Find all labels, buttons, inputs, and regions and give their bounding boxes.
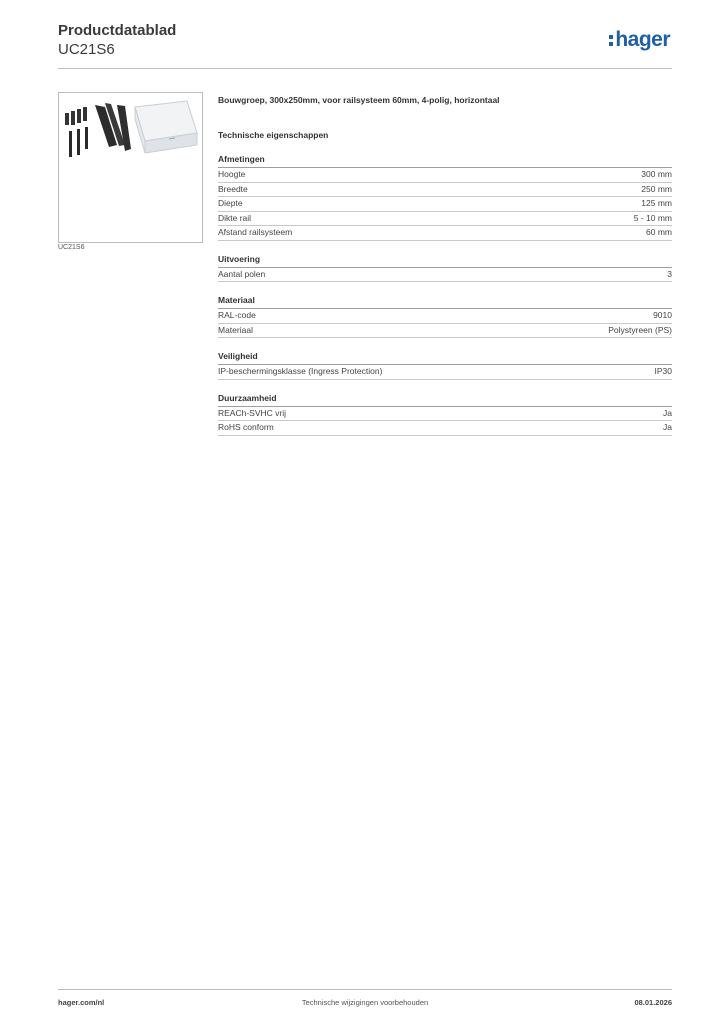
spec-content (218, 95, 672, 436)
spec-value: IP30 (654, 366, 672, 376)
product-enclosure-icon (59, 93, 202, 242)
spec-group (218, 254, 672, 283)
footer-website: hager.com/nl (58, 998, 105, 1007)
spec-groups (218, 154, 672, 436)
spec-label: Hoogte (218, 169, 246, 179)
spec-value: 9010 (653, 310, 672, 320)
spec-label: Aantal polen (218, 268, 266, 279)
spec-value: Ja (663, 422, 672, 432)
spec-group (218, 351, 672, 380)
spec-label: Breedte (218, 183, 248, 194)
spec-row (218, 407, 672, 422)
spec-group (218, 393, 672, 436)
spec-row (218, 421, 672, 436)
product-code: UC21S6 (58, 41, 115, 58)
spec-label: IP-beschermingsklasse (Ingress Protection) (218, 366, 383, 376)
spec-row (218, 183, 672, 198)
spec-value: 250 mm (641, 183, 672, 194)
spec-row (218, 324, 672, 339)
logo-dots-icon (609, 35, 613, 46)
hager-logo (609, 29, 670, 51)
spec-value: 60 mm (646, 227, 672, 237)
spec-label: Dikte rail (218, 212, 252, 223)
spec-group-title: Materiaal (218, 295, 672, 309)
spec-row (218, 168, 672, 183)
spec-label: RoHS conform (218, 422, 274, 432)
spec-value: 5 - 10 mm (633, 212, 672, 223)
spec-row (218, 197, 672, 212)
footer-disclaimer: Technische wijzigingen voorbehouden (301, 998, 429, 1007)
image-caption: UC21S6 (58, 244, 85, 251)
spec-label: REACh-SVHC vrij (218, 407, 287, 418)
spec-group-title: Veiligheid (218, 351, 672, 365)
spec-group (218, 154, 672, 241)
spec-value: 125 mm (641, 198, 672, 208)
page-header (58, 22, 672, 59)
spec-group-title: Afmetingen (218, 154, 672, 168)
spec-group-title: Duurzaamheid (218, 393, 672, 407)
spec-row (218, 226, 672, 241)
spec-row (218, 309, 672, 324)
product-image (58, 92, 203, 243)
product-description: Bouwgroep, 300x250mm, voor railsysteem 60mm, 4-polig, horizontaal (218, 95, 500, 105)
spec-value: 300 mm (641, 169, 672, 179)
logo-text: hager (615, 28, 670, 51)
spec-value: Ja (663, 407, 672, 418)
spec-label: Diepte (218, 198, 243, 208)
spec-row (218, 365, 672, 380)
spec-group (218, 295, 672, 338)
document-title: Productdatablad (58, 22, 177, 39)
spec-label: Materiaal (218, 324, 253, 335)
spec-row (218, 212, 672, 227)
footer-date: 08.01.2026 (634, 998, 672, 1007)
footer-divider (58, 989, 672, 990)
spec-heading: Technische eigenschappen (218, 130, 329, 140)
spec-label: Afstand railsysteem (218, 227, 293, 237)
spec-row (218, 268, 672, 283)
spec-group-title: Uitvoering (218, 254, 672, 268)
header-divider (58, 68, 672, 69)
spec-value: Polystyreen (PS) (608, 324, 672, 335)
spec-value: 3 (667, 268, 672, 279)
spec-label: RAL-code (218, 310, 256, 320)
